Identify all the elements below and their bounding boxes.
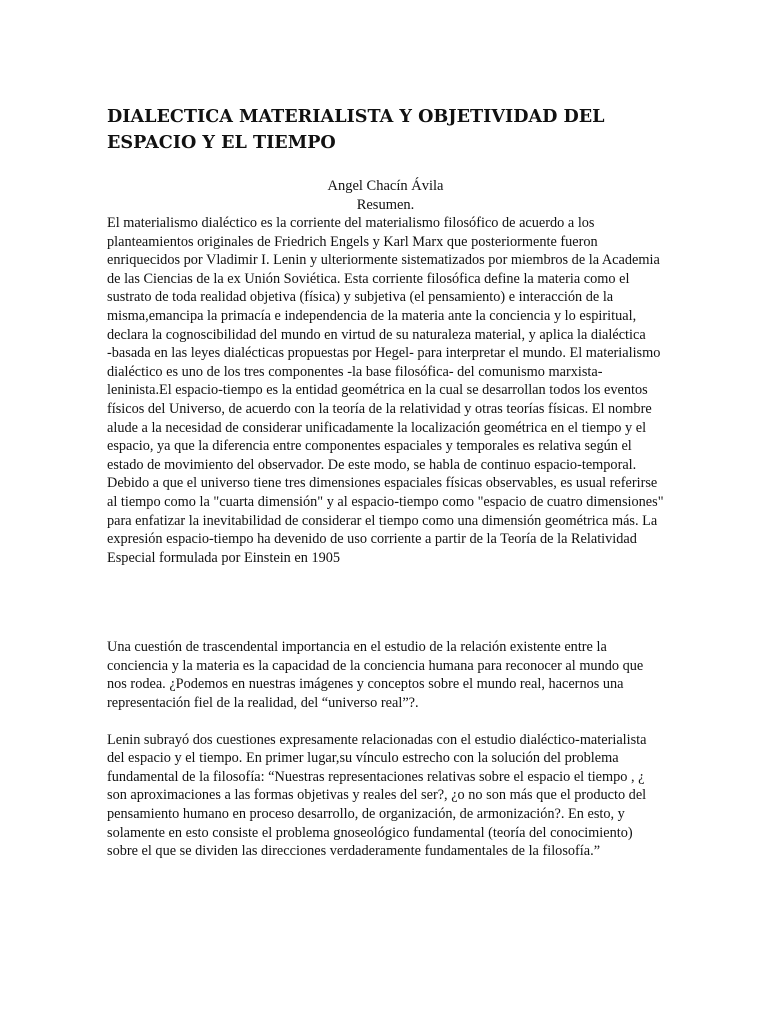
body-paragraph-1: Una cuestión de trascendental importancia en el estudio de la relación existente entre la conciencia y la materia es la capacidad de la conciencia humana para reconocer al mundo que nos rodea. ¿Podemos en nuestras imágenes y conceptos sobre el mundo real, hacernos una representación fiel de la realidad, del “universo real”?. — [107, 639, 644, 712]
body-paragraph-2: Lenin subrayó dos cuestiones expresamente relacionadas con el estudio dialéctico-materialista del espacio y el tiempo. En primer lugar,su vínculo estrecho con la solución del problema fundamental de la filosofía: “Nuestras representaciones relativas sobre el espacio el tiempo , ¿ son aproximaciones a las formas objetivas y reales del ser?, ¿o no son más que el producto del pensamiento humano en proceso desarrollo, de organización, de armonización?. En esto, y solamente en esto consiste el problema gnoseológico fundamental (teoría del conocimiento) sobre el que se dividen las direcciones verdaderamente fundamentales de la filosofía.” — [107, 731, 647, 860]
abstract-paragraph: El materialismo dialéctico es la corriente del materialismo filosófico de acuerdo a los planteamientos originales de Friedrich Engels y Karl Marx que posteriormente fueron enriquecidos por Vladimir I. Lenin y ulteriormente sistematizados por miembros de la Academia de las Ciencias de la ex Unión Soviética. Esta corriente filosófica define la materia como el sustrato de toda realidad objetiva (física) y subjetiva (el pensamiento) e interacción de la misma,emancipa la primacía e independencia de la materia ante la conciencia y lo espiritual, declara la cognoscibilidad del mundo en virtud de su naturaleza material, y aplica la dialéctica ‑basada en las leyes dialécticas propuestas por Hegel‑ para interpretar el mundo. El materialismo dialéctico es uno de los tres componentes ‑la base filosófica‑ del comunismo marxista-leninista.El espacio-tiempo es la entidad geométrica en la cual se desarrollan todos los eventos físicos del Universo, de acuerdo con la teoría de la relatividad y otras teorías físicas. El nombre alude a la necesidad de considerar unificadamente la localización geométrica en el tiempo y el espacio, ya que la diferencia entre componentes espaciales y temporales es relativa según el estado de movimiento del observador. De este modo, se habla de continuo espacio-temporal. Debido a que el universo tiene tres dimensiones espaciales físicas observables, es usual referirse al tiempo como la "cuarta dimensión" y al espacio-tiempo como "espacio de cuatro dimensiones" para enfatizar la inevitabilidad de considerar el tiempo como una dimensión geométrica más. La expresión espacio-tiempo ha devenido de uso corriente a partir de la Teoría de la Relatividad Especial formulada por Einstein en 1905 — [107, 215, 664, 566]
author-name: Angel Chacín Ávila — [327, 178, 444, 194]
document-title: DIALECTICA MATERIALISTA Y OBJETIVIDAD DEL ESPACIO Y EL TIEMPO — [107, 106, 605, 153]
abstract-label: Resumen. — [356, 196, 415, 213]
